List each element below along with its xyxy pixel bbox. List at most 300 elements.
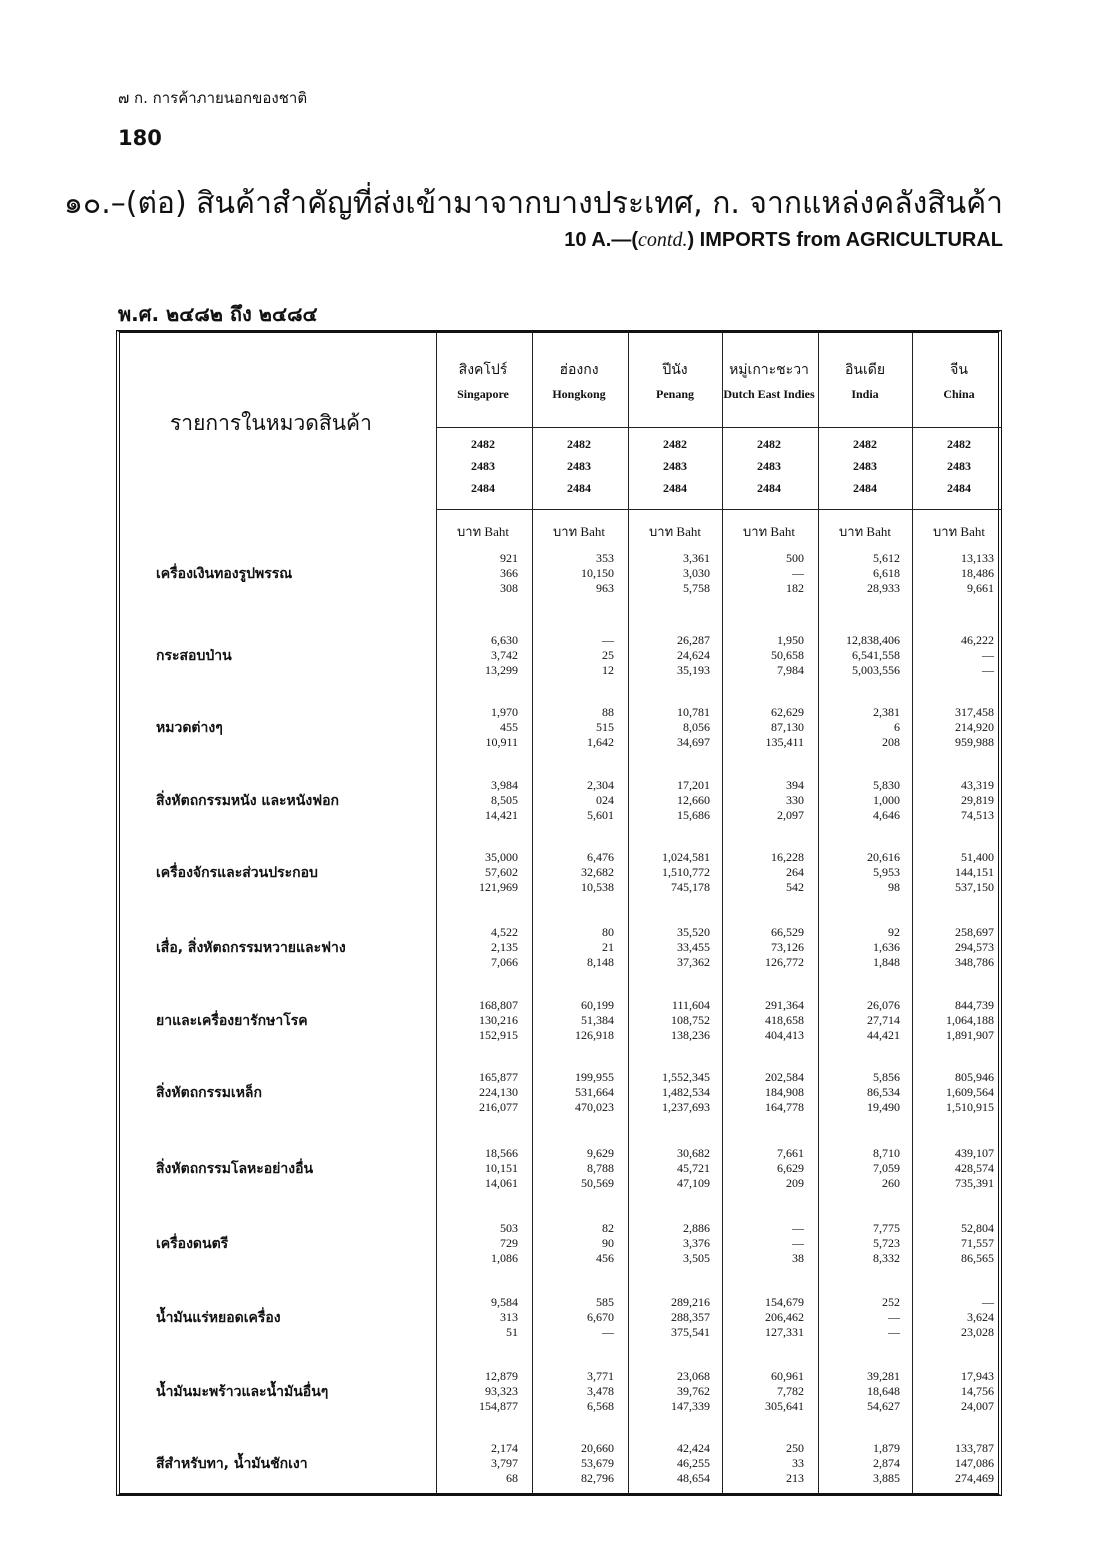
cell-value: 1,237,693 bbox=[662, 1100, 710, 1114]
cell-value: 54,627 bbox=[867, 1399, 900, 1413]
cell-value: 126,772 bbox=[765, 955, 804, 969]
cell-value: 503 bbox=[500, 1221, 518, 1235]
cell-value: 8,056 bbox=[683, 720, 710, 734]
table-cell bbox=[918, 1221, 994, 1266]
row-label: หมวดต่างๆ bbox=[156, 720, 223, 736]
table-cell bbox=[538, 705, 614, 750]
cell-value: 90 bbox=[602, 1236, 614, 1250]
cell-value: 35,520 bbox=[677, 925, 710, 939]
cell-value: 1,552,345 bbox=[662, 1070, 710, 1084]
cell-value: 252 bbox=[882, 1295, 900, 1309]
cell-value: 35,193 bbox=[677, 663, 710, 677]
cell-value: 34,697 bbox=[677, 735, 710, 749]
table-cell bbox=[824, 1295, 900, 1340]
table-cell bbox=[918, 925, 994, 970]
cell-value: 24,624 bbox=[677, 648, 710, 662]
cell-value: 921 bbox=[500, 551, 518, 565]
cell-value: 39,281 bbox=[867, 1369, 900, 1383]
cell-value: 8,505 bbox=[491, 793, 518, 807]
cell-value: 1,609,564 bbox=[946, 1085, 994, 1099]
cell-value: 024 bbox=[596, 793, 614, 807]
cell-value: 1,000 bbox=[873, 793, 900, 807]
table-cell bbox=[538, 1146, 614, 1191]
cell-value: 6,476 bbox=[587, 850, 614, 864]
row-label: เสื่อ, สิ่งหัตถกรรมหวายและฟาง bbox=[156, 940, 346, 956]
table-cell bbox=[442, 925, 518, 970]
imports-table bbox=[116, 330, 1002, 1496]
cell-value: 108,752 bbox=[671, 1013, 710, 1027]
cell-value: 1,848 bbox=[873, 955, 900, 969]
cell-value: 6,630 bbox=[491, 633, 518, 647]
table-cell bbox=[728, 1441, 804, 1486]
cell-value: 1,064,188 bbox=[946, 1013, 994, 1027]
cell-value: 8,332 bbox=[873, 1251, 900, 1265]
cell-value: 585 bbox=[596, 1295, 614, 1309]
cell-value: 199,955 bbox=[575, 1070, 614, 1084]
cell-value: 18,648 bbox=[867, 1384, 900, 1398]
category-header: รายการในหมวดสินค้า bbox=[170, 411, 372, 435]
row-label: สีสำหรับทา, น้ำมันชักเงา bbox=[156, 1456, 308, 1472]
table-cell bbox=[728, 925, 804, 970]
column-unit: บาท Baht bbox=[649, 524, 701, 539]
cell-value: 71,557 bbox=[961, 1236, 994, 1250]
page-number: 180 bbox=[118, 126, 162, 150]
cell-value: 10,538 bbox=[581, 880, 614, 894]
cell-value: 16,228 bbox=[771, 850, 804, 864]
table-cell bbox=[634, 1369, 710, 1414]
column-year: 2483 bbox=[567, 459, 591, 473]
cell-value: 6,629 bbox=[777, 1161, 804, 1175]
cell-value: 3,742 bbox=[491, 648, 518, 662]
cell-value: 6,541,558 bbox=[852, 648, 900, 662]
cell-value: 13,133 bbox=[961, 551, 994, 565]
cell-value: 38 bbox=[792, 1251, 804, 1265]
cell-value: 202,584 bbox=[765, 1070, 804, 1084]
column-year: 2484 bbox=[947, 481, 971, 495]
column-year: 2484 bbox=[663, 481, 687, 495]
cell-value: 147,339 bbox=[671, 1399, 710, 1413]
cell-value: 168,807 bbox=[479, 998, 518, 1012]
cell-value: 456 bbox=[596, 1251, 614, 1265]
cell-value: 1,891,907 bbox=[946, 1028, 994, 1042]
column-thai-name: อินเดีย bbox=[844, 362, 886, 378]
column-year: 2484 bbox=[471, 481, 495, 495]
cell-value: 1,642 bbox=[587, 735, 614, 749]
column-year: 2483 bbox=[757, 459, 781, 473]
table-cell bbox=[634, 778, 710, 823]
cell-value: 111,604 bbox=[671, 998, 710, 1012]
cell-value: 130,216 bbox=[479, 1013, 518, 1027]
cell-value: 50,569 bbox=[581, 1176, 614, 1190]
column-divider bbox=[628, 333, 629, 1493]
cell-value: 82,796 bbox=[581, 1471, 614, 1485]
column-thai-name: ฮ่องกง bbox=[559, 362, 599, 378]
cell-value: 2,886 bbox=[683, 1221, 710, 1235]
row-label: สิ่งหัตถกรรมโลหะอย่างอื่น bbox=[156, 1161, 314, 1177]
cell-value: 30,682 bbox=[677, 1146, 710, 1160]
cell-value: — bbox=[602, 633, 614, 647]
column-unit: บาท Baht bbox=[743, 524, 795, 539]
cell-value: 21 bbox=[602, 940, 614, 954]
cell-value: 289,216 bbox=[671, 1295, 710, 1309]
row-label: ยาและเครื่องยารักษาโรค bbox=[156, 1013, 308, 1029]
cell-value: 1,636 bbox=[873, 940, 900, 954]
cell-value: 515 bbox=[596, 720, 614, 734]
table-cell bbox=[728, 850, 804, 895]
table-cell bbox=[634, 1221, 710, 1266]
title-thai: ๑๐.–(ต่อ) สินค้าสำคัญที่ส่งเข้ามาจากบางประเทศ, ก. จากแหล่งคลังสินค้า bbox=[63, 186, 1003, 221]
column-unit: บาท Baht bbox=[839, 524, 891, 539]
row-label: เครื่องเงินทองรูปพรรณ bbox=[156, 566, 293, 582]
cell-value: 5,856 bbox=[873, 1070, 900, 1084]
table-cell bbox=[634, 850, 710, 895]
table-cell bbox=[442, 1295, 518, 1340]
cell-value: 165,877 bbox=[479, 1070, 518, 1084]
table-cell bbox=[824, 551, 900, 596]
cell-value: 439,107 bbox=[955, 1146, 994, 1160]
cell-value: 152,915 bbox=[479, 1028, 518, 1042]
table-cell bbox=[918, 1070, 994, 1115]
row-label: น้ำมันแร่หยอดเครื่อง bbox=[156, 1310, 281, 1326]
cell-value: 2,135 bbox=[491, 940, 518, 954]
cell-value: 24,007 bbox=[961, 1399, 994, 1413]
table-cell bbox=[918, 633, 994, 678]
cell-value: 14,421 bbox=[485, 808, 518, 822]
table-cell bbox=[634, 551, 710, 596]
column-year: 2482 bbox=[567, 437, 591, 451]
column-year: 2482 bbox=[663, 437, 687, 451]
cell-value: 1,970 bbox=[491, 705, 518, 719]
table-cell bbox=[728, 1295, 804, 1340]
cell-value: 258,697 bbox=[955, 925, 994, 939]
table-cell bbox=[538, 850, 614, 895]
cell-value: 3,797 bbox=[491, 1456, 518, 1470]
column-thai-name: หมู่เกาะชะวา bbox=[729, 362, 809, 378]
cell-value: 375,541 bbox=[671, 1325, 710, 1339]
cell-value: 366 bbox=[500, 566, 518, 580]
cell-value: 60,199 bbox=[581, 998, 614, 1012]
cell-value: 470,023 bbox=[575, 1100, 614, 1114]
table-cell bbox=[824, 1369, 900, 1414]
cell-value: 291,364 bbox=[765, 998, 804, 1012]
table-cell bbox=[442, 850, 518, 895]
cell-value: 7,059 bbox=[873, 1161, 900, 1175]
cell-value: 6,618 bbox=[873, 566, 900, 580]
column-unit: บาท Baht bbox=[457, 524, 509, 539]
cell-value: 182 bbox=[786, 581, 804, 595]
cell-value: 93,323 bbox=[485, 1384, 518, 1398]
cell-value: 32,682 bbox=[581, 865, 614, 879]
cell-value: 80 bbox=[602, 925, 614, 939]
cell-value: 745,178 bbox=[671, 880, 710, 894]
cell-value: 500 bbox=[786, 551, 804, 565]
cell-value: 348,786 bbox=[955, 955, 994, 969]
cell-value: 1,510,915 bbox=[946, 1100, 994, 1114]
row-label: สิ่งหัตถกรรมเหล็ก bbox=[156, 1085, 262, 1101]
table-cell bbox=[728, 551, 804, 596]
table-cell bbox=[442, 778, 518, 823]
cell-value: 14,061 bbox=[485, 1176, 518, 1190]
cell-value: 20,660 bbox=[581, 1441, 614, 1455]
cell-value: 308 bbox=[500, 581, 518, 595]
column-year: 2482 bbox=[471, 437, 495, 451]
cell-value: 5,830 bbox=[873, 778, 900, 792]
cell-value: 1,510,772 bbox=[662, 865, 710, 879]
cell-value: 135,411 bbox=[765, 735, 804, 749]
cell-value: 7,661 bbox=[777, 1146, 804, 1160]
table-cell bbox=[538, 551, 614, 596]
column-english-name: Dutch East Indies bbox=[723, 387, 815, 401]
table-cell bbox=[442, 1146, 518, 1191]
cell-value: 542 bbox=[786, 880, 804, 894]
cell-value: 537,150 bbox=[955, 880, 994, 894]
cell-value: 7,066 bbox=[491, 955, 518, 969]
table-cell bbox=[634, 633, 710, 678]
table-cell bbox=[728, 1070, 804, 1115]
cell-value: 35,000 bbox=[485, 850, 518, 864]
table-cell bbox=[538, 998, 614, 1043]
cell-value: 313 bbox=[500, 1310, 518, 1324]
table-cell bbox=[728, 778, 804, 823]
table-cell bbox=[634, 705, 710, 750]
column-english-name: Hongkong bbox=[552, 387, 606, 401]
cell-value: 729 bbox=[500, 1236, 518, 1250]
cell-value: 2,381 bbox=[873, 705, 900, 719]
cell-value: 42,424 bbox=[677, 1441, 710, 1455]
cell-value: 531,664 bbox=[575, 1085, 614, 1099]
cell-value: 12,660 bbox=[677, 793, 710, 807]
column-year: 2482 bbox=[757, 437, 781, 451]
cell-value: 74,513 bbox=[961, 808, 994, 822]
cell-value: 82 bbox=[602, 1221, 614, 1235]
cell-value: 68 bbox=[506, 1471, 518, 1485]
cell-value: 206,462 bbox=[765, 1310, 804, 1324]
cell-value: 404,413 bbox=[765, 1028, 804, 1042]
table-cell bbox=[824, 1146, 900, 1191]
title-english bbox=[564, 229, 1003, 252]
cell-value: 27,714 bbox=[867, 1013, 900, 1027]
table-cell bbox=[728, 1146, 804, 1191]
cell-value: 52,804 bbox=[961, 1221, 994, 1235]
column-divider bbox=[818, 333, 819, 1493]
cell-value: 51,400 bbox=[961, 850, 994, 864]
cell-value: 19,490 bbox=[867, 1100, 900, 1114]
cell-value: 7,775 bbox=[873, 1221, 900, 1235]
cell-value: 353 bbox=[596, 551, 614, 565]
cell-value: 51 bbox=[506, 1325, 518, 1339]
cell-value: — bbox=[888, 1325, 900, 1339]
cell-value: 154,877 bbox=[479, 1399, 518, 1413]
cell-value: 1,879 bbox=[873, 1441, 900, 1455]
cell-value: — bbox=[792, 566, 804, 580]
table-cell bbox=[442, 551, 518, 596]
title-english-suffix: ) IMPORTS from AGRICULTURAL bbox=[687, 229, 1003, 251]
cell-value: 6 bbox=[894, 720, 900, 734]
cell-value: 305,641 bbox=[765, 1399, 804, 1413]
cell-value: 2,097 bbox=[777, 808, 804, 822]
cell-value: — bbox=[602, 1325, 614, 1339]
cell-value: 3,771 bbox=[587, 1369, 614, 1383]
cell-value: 18,566 bbox=[485, 1146, 518, 1160]
column-divider bbox=[532, 333, 533, 1493]
cell-value: — bbox=[982, 648, 994, 662]
cell-value: 20,616 bbox=[867, 850, 900, 864]
cell-value: 39,762 bbox=[677, 1384, 710, 1398]
cell-value: 1,024,581 bbox=[662, 850, 710, 864]
cell-value: 3,624 bbox=[967, 1310, 994, 1324]
table-cell bbox=[918, 551, 994, 596]
cell-value: 455 bbox=[500, 720, 518, 734]
column-divider bbox=[436, 333, 437, 1493]
cell-value: 4,522 bbox=[491, 925, 518, 939]
cell-value: 3,984 bbox=[491, 778, 518, 792]
cell-value: 735,391 bbox=[955, 1176, 994, 1190]
column-unit: บาท Baht bbox=[933, 524, 985, 539]
cell-value: 73,126 bbox=[771, 940, 804, 954]
header-divider bbox=[436, 427, 1002, 428]
column-english-name: China bbox=[943, 387, 975, 401]
table-cell bbox=[634, 1295, 710, 1340]
cell-value: 10,911 bbox=[485, 735, 518, 749]
cell-value: 963 bbox=[596, 581, 614, 595]
table-cell bbox=[918, 1295, 994, 1340]
cell-value: 7,782 bbox=[777, 1384, 804, 1398]
cell-value: 184,908 bbox=[765, 1085, 804, 1099]
cell-value: 46,222 bbox=[961, 633, 994, 647]
table-cell bbox=[728, 998, 804, 1043]
table-cell bbox=[442, 1441, 518, 1486]
cell-value: — bbox=[888, 1310, 900, 1324]
cell-value: 3,505 bbox=[683, 1251, 710, 1265]
cell-value: 17,943 bbox=[961, 1369, 994, 1383]
cell-value: 224,130 bbox=[479, 1085, 518, 1099]
cell-value: 5,953 bbox=[873, 865, 900, 879]
cell-value: — bbox=[792, 1221, 804, 1235]
cell-value: 213 bbox=[786, 1471, 804, 1485]
cell-value: 51,384 bbox=[581, 1013, 614, 1027]
cell-value: 87,130 bbox=[771, 720, 804, 734]
cell-value: 154,679 bbox=[765, 1295, 804, 1309]
cell-value: 126,918 bbox=[575, 1028, 614, 1042]
cell-value: 15,686 bbox=[677, 808, 710, 822]
row-label: สิ่งหัตถกรรมหนัง และหนังฟอก bbox=[156, 793, 339, 809]
cell-value: 330 bbox=[786, 793, 804, 807]
cell-value: 23,068 bbox=[677, 1369, 710, 1383]
column-thai-name: สิงคโปร์ bbox=[458, 362, 508, 378]
cell-value: 2,174 bbox=[491, 1441, 518, 1455]
cell-value: 214,920 bbox=[955, 720, 994, 734]
cell-value: 138,236 bbox=[671, 1028, 710, 1042]
table-cell bbox=[824, 1070, 900, 1115]
table-cell bbox=[538, 778, 614, 823]
cell-value: 53,679 bbox=[581, 1456, 614, 1470]
cell-value: 57,602 bbox=[485, 865, 518, 879]
cell-value: 12,838,406 bbox=[846, 633, 900, 647]
table-cell bbox=[824, 778, 900, 823]
cell-value: 1,086 bbox=[491, 1251, 518, 1265]
cell-value: 1,482,534 bbox=[662, 1085, 710, 1099]
cell-value: 288,357 bbox=[671, 1310, 710, 1324]
cell-value: 274,469 bbox=[955, 1471, 994, 1485]
table-cell bbox=[918, 998, 994, 1043]
table-cell bbox=[824, 1441, 900, 1486]
cell-value: 144,151 bbox=[955, 865, 994, 879]
cell-value: 62,629 bbox=[771, 705, 804, 719]
cell-value: 317,458 bbox=[955, 705, 994, 719]
table-cell bbox=[442, 1369, 518, 1414]
column-year: 2484 bbox=[853, 481, 877, 495]
cell-value: 127,331 bbox=[765, 1325, 804, 1339]
row-label: กระสอบป่าน bbox=[156, 648, 232, 664]
table-cell bbox=[442, 1070, 518, 1115]
cell-value: 4,646 bbox=[873, 808, 900, 822]
cell-value: 3,376 bbox=[683, 1236, 710, 1250]
cell-value: 43,319 bbox=[961, 778, 994, 792]
cell-value: 428,574 bbox=[955, 1161, 994, 1175]
section-header: ๗ ก. การค้าภายนอกของชาติ bbox=[118, 89, 308, 107]
table-cell bbox=[918, 850, 994, 895]
cell-value: 12 bbox=[602, 663, 614, 677]
column-thai-name: จีน bbox=[950, 362, 968, 378]
cell-value: 13,299 bbox=[485, 663, 518, 677]
cell-value: 25 bbox=[602, 648, 614, 662]
table-cell bbox=[634, 998, 710, 1043]
cell-value: 46,255 bbox=[677, 1456, 710, 1470]
table-cell bbox=[442, 998, 518, 1043]
cell-value: 9,661 bbox=[967, 581, 994, 595]
cell-value: — bbox=[982, 1295, 994, 1309]
title-english-contd: contd. bbox=[638, 229, 688, 251]
cell-value: 26,287 bbox=[677, 633, 710, 647]
column-year: 2484 bbox=[757, 481, 781, 495]
table-cell bbox=[824, 998, 900, 1043]
table-cell bbox=[918, 705, 994, 750]
table-cell bbox=[728, 633, 804, 678]
cell-value: 5,758 bbox=[683, 581, 710, 595]
row-label: เครื่องจักรและส่วนประกอบ bbox=[156, 865, 318, 881]
cell-value: — bbox=[982, 663, 994, 677]
cell-value: 418,658 bbox=[765, 1013, 804, 1027]
row-label: เครื่องดนตรี bbox=[156, 1236, 229, 1252]
cell-value: 33,455 bbox=[677, 940, 710, 954]
cell-value: 12,879 bbox=[485, 1369, 518, 1383]
cell-value: 5,601 bbox=[587, 808, 614, 822]
column-english-name: Penang bbox=[655, 387, 694, 401]
cell-value: 33 bbox=[792, 1456, 804, 1470]
cell-value: 8,710 bbox=[873, 1146, 900, 1160]
cell-value: 7,984 bbox=[777, 663, 804, 677]
table-cell bbox=[538, 1070, 614, 1115]
cell-value: 9,584 bbox=[491, 1295, 518, 1309]
header-divider bbox=[436, 509, 1002, 510]
cell-value: 3,030 bbox=[683, 566, 710, 580]
cell-value: 133,787 bbox=[955, 1441, 994, 1455]
cell-value: 66,529 bbox=[771, 925, 804, 939]
cell-value: 5,612 bbox=[873, 551, 900, 565]
cell-value: 6,670 bbox=[587, 1310, 614, 1324]
cell-value: 260 bbox=[882, 1176, 900, 1190]
cell-value: 3,361 bbox=[683, 551, 710, 565]
cell-value: 26,076 bbox=[867, 998, 900, 1012]
table-cell bbox=[538, 1221, 614, 1266]
cell-value: 121,969 bbox=[479, 880, 518, 894]
table-cell bbox=[634, 1146, 710, 1191]
cell-value: 18,486 bbox=[961, 566, 994, 580]
table-cell bbox=[728, 1221, 804, 1266]
column-year: 2483 bbox=[947, 459, 971, 473]
cell-value: 250 bbox=[786, 1441, 804, 1455]
cell-value: 44,421 bbox=[867, 1028, 900, 1042]
